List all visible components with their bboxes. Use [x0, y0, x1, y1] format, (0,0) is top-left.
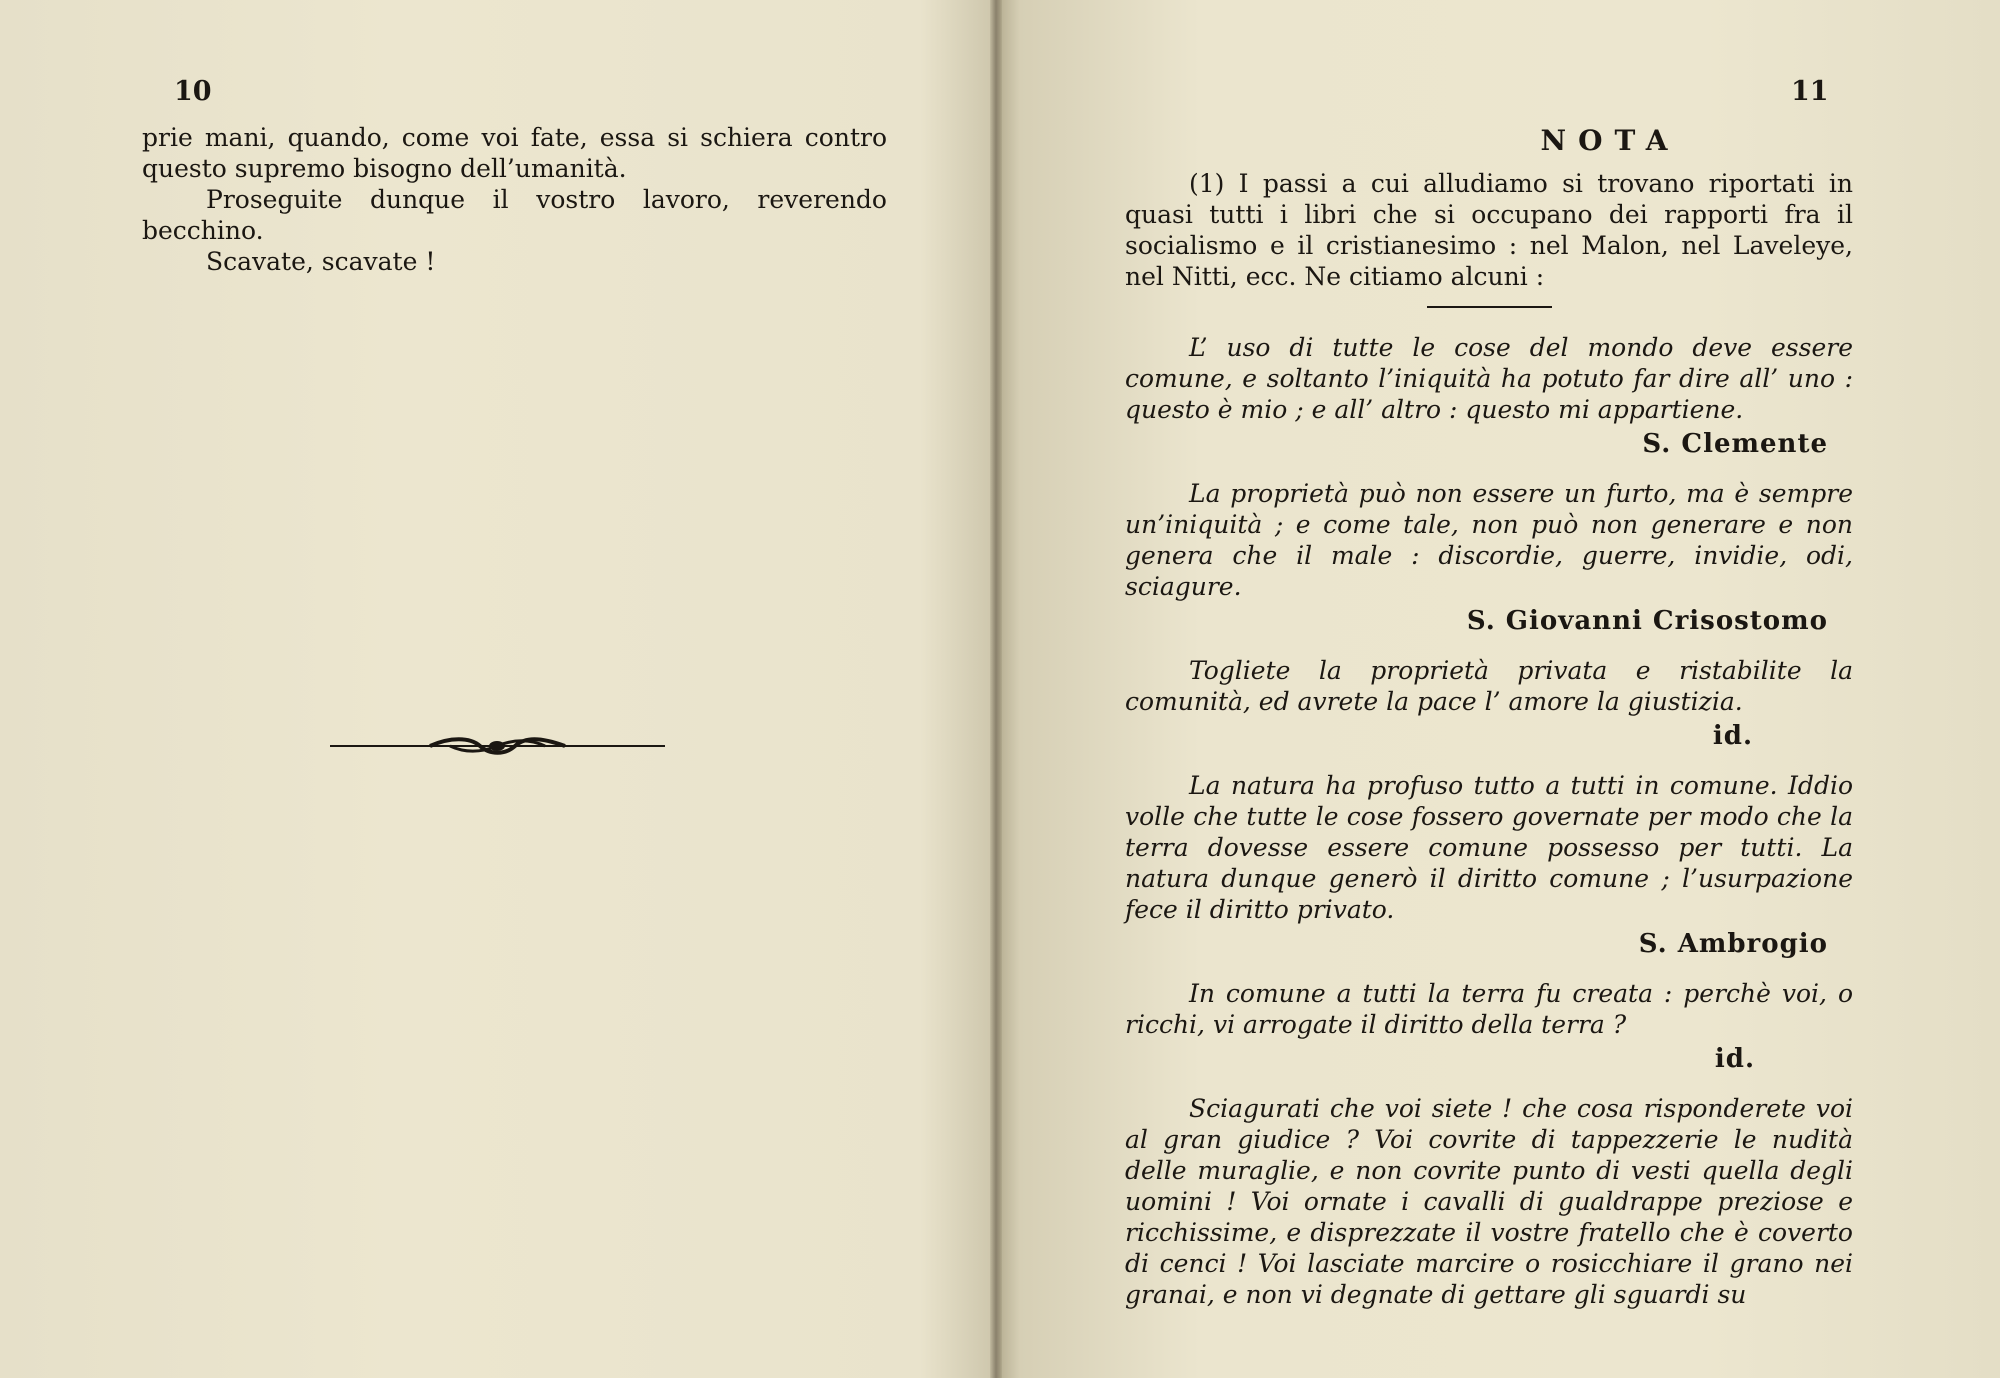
quote-text: La proprietà può non essere un furto, ma è sempre un’iniquità ; e come tale, non può non generare e non genera che il male : discordie, guerre, invidie, odi, sciagure. — [1125, 479, 1853, 601]
right-page-text — [1125, 168, 1853, 1310]
quote-attribution: S. Ambrogio — [1638, 929, 1828, 959]
right-page — [1000, 0, 2000, 1378]
left-paragraph: Scavate, scavate ! — [206, 247, 436, 276]
left-paragraph: Proseguite dunque il vostro lavoro, reverendo becchino. — [142, 185, 887, 245]
quote-attribution: id. — [1712, 721, 1753, 751]
quote-text: Sciagurati che voi siete ! che cosa risponderete voi al gran giudice ? Voi covrite di tappezzerie le nudità delle muraglie, e non covrite punto di vesti quella degli uomini ! Voi ornate i cavalli di gualdrappe preziose e ricchissime, e disprezzate il vostre fratello che è coverto di cenci ! Voi lasciate marcire o rosicchiare il grano nei granai, e non vi degnate di gettare gli sguardi su — [1125, 1094, 1853, 1309]
page-number-right: 11 — [1791, 76, 1829, 107]
quote-attribution: S. Giovanni Crisostomo — [1466, 606, 1828, 636]
page-number-left: 10 — [174, 76, 212, 107]
quote-text: La natura ha profuso tutto a tutti in comune. Iddio volle che tutte le cose fossero governate per modo che la terra dovesse essere comune possesso per tutti. La natura dunque generò il diritto comune ; l’usurpazione fece il diritto privato. — [1125, 771, 1853, 924]
quote-text: L’ uso di tutte le cose del mondo deve essere comune, e soltanto l’iniquità ha potuto far dire all’ uno : questo è mio ; e all’ altro : questo mi appartiene. — [1125, 333, 1853, 424]
tailpiece-ornament — [330, 733, 665, 761]
left-page — [0, 0, 990, 1378]
quote-text: In comune a tutti la terra fu creata : perchè voi, o ricchi, vi arrogate il diritto della terra ? — [1125, 979, 1853, 1039]
section-rule — [1427, 306, 1552, 308]
note-heading — [1000, 124, 2000, 157]
quote-attribution: id. — [1714, 1044, 1755, 1074]
left-page-text — [142, 122, 887, 277]
quote-text: Togliete la proprietà privata e ristabilite la comunità, ed avrete la pace l’ amore la giustizia. — [1125, 656, 1853, 716]
note-intro: (1) I passi a cui alludiamo si trovano riportati in quasi tutti i libri che si occupano dei rapporti fra il socialismo e il cristianesimo : nel Malon, nel Laveleye, nel Nitti, ecc. Ne citiamo alcuni : — [1125, 169, 1853, 291]
left-paragraph: prie mani, quando, come voi fate, essa si schiera contro questo supremo bisogno dell’umanità. — [142, 123, 887, 183]
note-heading-text: NOTA — [1540, 124, 1680, 157]
quote-attribution: S. Clemente — [1642, 429, 1828, 459]
